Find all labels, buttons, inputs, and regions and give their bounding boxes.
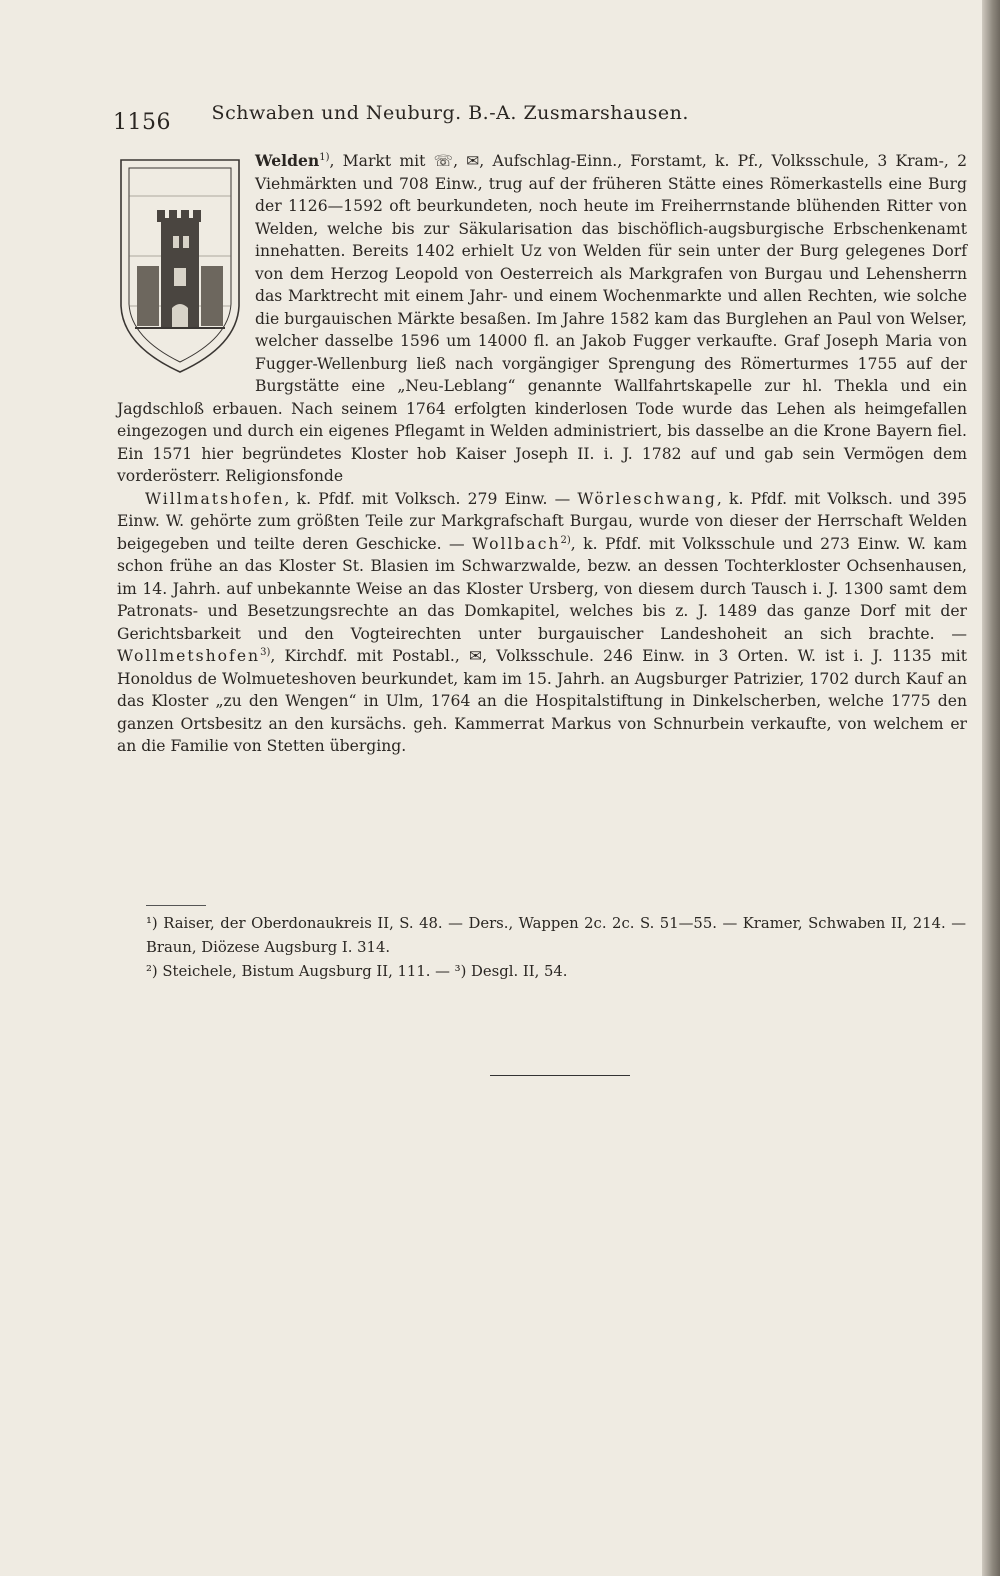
coat-of-arms-tower-icon xyxy=(117,156,243,378)
running-title: Schwaben und Neuburg. B.-A. Zusmarshausen. xyxy=(211,102,689,124)
footnote-2: ²) Steichele, Bistum Augsburg II, 111. — ³) Desgl. II, 54. xyxy=(146,963,568,980)
article-paragraph-welden xyxy=(117,150,967,488)
article-intro-text: , Markt mit ☏, ✉, Aufschlag-Einn., Forstamt, k. Pf., Volksschule, 3 Kram-, 2 Viehmärkten und 708 Einw., trug auf der früheren Stätte eines Römerkastells eine Burg der 1126—1592 oft beurkundeten, noch heute im Freiherrnstande blühenden Ritter von Welden, welche bis zur Säkularisation das bischöflich-augsburgische Erbschenkenamt innehatten. Bereits 1402 erhielt Uz von Welden für sein unter der Burg gelegenes Dorf von dem Herzog Leopold von Oesterreich als Markgrafen von Burgau und Lehensherrn das Marktrecht mit einem Jahr- und einem Wochenmarkte und allen Rechten, wie solche die burgauischen Märkte besaßen. Im Jahre 1582 kam das Burglehen an Paul von Welser, welcher dasselbe 1596 um 14000 fl. an Jakob Fugger verkaufte. Graf Joseph Maria von Fugger-Wellenburg ließ nach vorgängiger Sprengung des Römerturmes 1755 auf der Burgstätte eine „Neu-Leblang“ genannte Wallfahrtskapelle zur hl. Thekla und ein Jagdschloß erbauen. Nach seinem 1764 erfolgten kinderlosen Tode wurde das Lehen als heimgefallen eingezogen und durch ein eigenes Pflegamt in Welden administriert, bis dasselbe an die Krone Bayern fiel. Ein 1571 hier begründetes Kloster hob Kaiser Joseph II. i. J. 1782 auf und gab sein Vermögen dem vorderösterr. Religionsfonde xyxy=(117,152,967,485)
place-wollmetshofen: Wollmetshofen xyxy=(117,647,261,665)
footnote-ref-2: 2) xyxy=(560,534,571,546)
running-header xyxy=(113,100,873,135)
footnote-ref-1: 1) xyxy=(319,151,330,163)
article-body xyxy=(117,150,967,758)
footnote-divider xyxy=(146,905,206,906)
footnotes xyxy=(146,912,966,984)
lemma-welden: Welden xyxy=(255,151,320,170)
book-spine-edge xyxy=(982,0,1000,1576)
end-rule xyxy=(490,1075,630,1076)
place-wollbach: Wollbach xyxy=(472,534,561,553)
place-willmatshofen: Willmatshofen xyxy=(145,489,285,508)
text-woerleschwang: , k. Pfdf. mit Volksch. und 395 Einw. W. gehörte zum größten Teile zur Markgrafschaft Burgau, wurde von dieser der Herrschaft Welden beigegeben und teilte deren Geschicke. — xyxy=(117,489,967,553)
text-wollbach: , k. Pfdf. mit Volksschule und 273 Einw. W. kam schon frühe an das Kloster St. Blasien im Schwarzwalde, bezw. an dessen Tochterkloster Ochsenhausen, im 14. Jahrh. auf unbekannte Weise an das Kloster Ursberg, von diesem durch Tausch i. J. 1300 samt dem Patronats- und Besetzungsrechte an das Domkapitel, welches bis z. J. 1489 das ganze Dorf mit der Gerichtsbarkeit und den Vogteirechten unter burgauischer Landeshoheit an sich brachte. — xyxy=(117,534,967,643)
footnote-ref-3: 3) xyxy=(260,646,271,658)
footnote-1: ¹) Raiser, der Oberdonaukreis II, S. 48. — Ders., Wappen 2c. 2c. S. 51—55. — Kramer, Schwaben II, 214. — Braun, Diözese Augsburg I. 314. xyxy=(146,915,966,956)
text-wollmetshofen: , Kirchdf. mit Postabl., ✉, Volksschule. 246 Einw. in 3 Orten. W. ist i. J. 1135 mit Honoldus de Wolmueteshoven beurkundet, kam im 15. Jahrh. an Augsburger Patrizier, 1702 durch Kauf an das Kloster „zu den Wengen“ in Ulm, 1764 an die Hospitalstiftung in Dinkelscherben, welche 1775 den ganzen Ortsbesitz an den kursächs. geh. Kammerrat Markus von Schnurbein verkaufte, von welchem er an die Familie von Stetten überging. xyxy=(117,647,967,755)
place-woerleschwang: Wörleschwang xyxy=(577,489,717,508)
page-number: 1156 xyxy=(113,110,171,135)
article-paragraph-villages xyxy=(117,488,967,758)
text-willmatshofen: , k. Pfdf. mit Volksch. 279 Einw. — xyxy=(284,489,578,508)
